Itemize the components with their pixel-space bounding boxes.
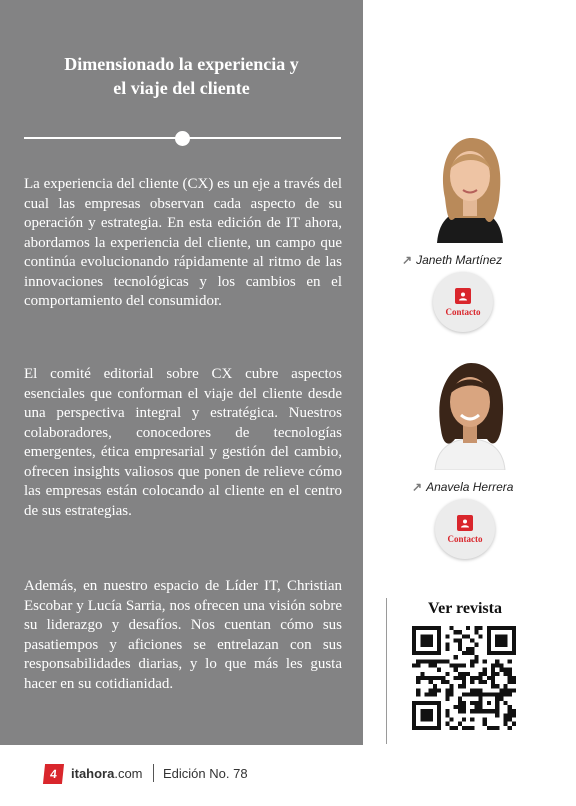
contact-label-anavela: Contacto	[447, 533, 483, 544]
article-paragraph-1: La experiencia del cliente (CX) es un eje a través del cual las empresas observan cada aspecto de su operación y estrategia. En esta edición de IT ahora, abordamos la experiencia del cliente, un campo que continúa evolucionando rápidamente al ritmo de las innovaciones tecnológicas y los cambios en el comportamiento del consumidor.	[24, 176, 342, 309]
author-name-janeth	[402, 253, 502, 267]
arrow-up-right-icon: ↗	[402, 253, 413, 267]
site-name: itahora	[71, 766, 115, 781]
contact-label-janeth: Contacto	[445, 306, 481, 317]
arrow-up-right-icon: ↗	[412, 480, 423, 494]
author-photo-anavela	[415, 355, 525, 470]
contact-button-anavela[interactable]	[435, 499, 495, 559]
page-footer	[0, 760, 576, 790]
ver-revista-title: Ver revista	[428, 600, 502, 617]
site-domain: .com	[114, 766, 143, 781]
divider-dot	[175, 131, 190, 146]
author-photo-janeth	[415, 128, 525, 243]
footer-separator	[153, 764, 154, 782]
article-title-line-2: el viaje del cliente	[113, 78, 250, 98]
article-paragraph-3: Además, en nuestro espacio de Líder IT, Christian Escobar y Lucía Sarria, nos ofrecen una visión sobre su liderazgo y desafíos. Nos cuentan cómo sus pasatiempos y aficiones se entrelazan con sus responsabilidades diarias, y lo que más les gusta hacer en su cotidianidad.	[24, 578, 342, 692]
contact-button-janeth[interactable]	[433, 272, 493, 332]
qr-code[interactable]	[412, 626, 516, 730]
revista-divider	[386, 598, 387, 744]
author-name-anavela	[412, 480, 513, 494]
author-name-anavela-text: Anavela Herrera	[426, 480, 514, 494]
article-title-line-1: Dimensionado la experiencia y	[64, 54, 299, 74]
author-name-janeth-text: Janeth Martínez	[416, 253, 503, 267]
article-title	[20, 52, 343, 100]
article-paragraph-2: El comité editorial sobre CX cubre aspectos esenciales que conforman el viaje del cliente desde una perspectiva integral y estratégica. Nuestros colaboradores, conocedores de tecnologías emergentes, ética empresarial y gestión del cambio, ofrecen insights valiosos que ponen de relieve cómo las empresas están colocando al cliente en el centro de sus estrategias.	[24, 366, 342, 519]
site-link[interactable]	[71, 766, 143, 781]
contact-card-icon	[455, 288, 471, 304]
contact-card-icon	[457, 515, 473, 531]
page-number-badge: 4	[43, 764, 64, 784]
edition-label: Edición No. 78	[163, 766, 248, 781]
